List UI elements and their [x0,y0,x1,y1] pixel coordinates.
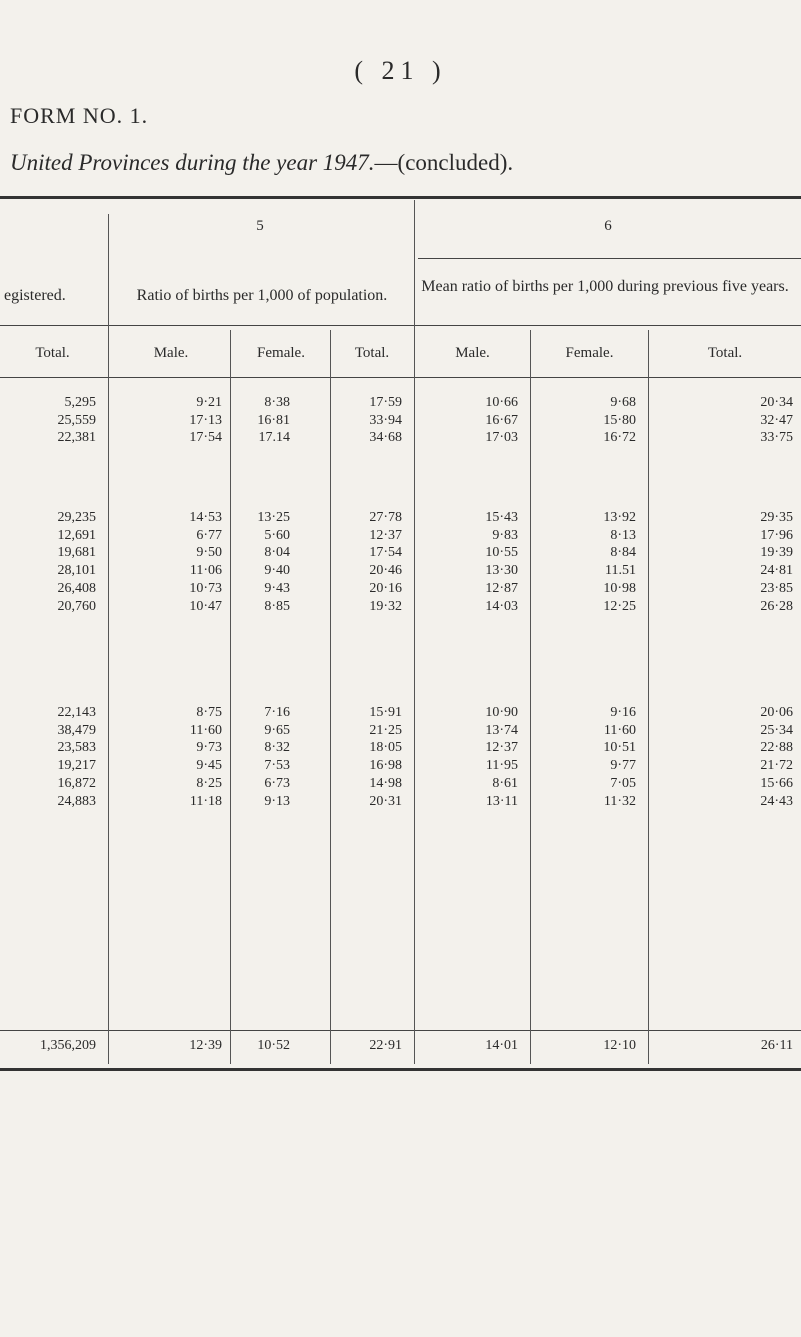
table-cell: 7·16 [264,705,290,720]
table-cell: 22,381 [57,430,96,446]
table-cell: 15·91 [369,705,402,720]
column-divider-1 [108,214,109,1064]
table-cell: 20·06 [760,705,793,720]
table-cell: 19,217 [57,758,96,774]
table-cell: 17.14 [258,430,290,446]
table-cell: 14·98 [369,775,402,791]
table-cell: 8·32 [264,740,290,756]
table-cell: 5,295 [64,395,96,410]
subhead-male: Male. [153,345,189,361]
registered-heading: egistered. [4,287,66,304]
table-cell: 12·37 [369,527,402,543]
table-cell: 12·25 [603,598,636,614]
table-cell: 29,235 [57,510,96,525]
table-cell: 6·77 [196,527,222,543]
table-cell: 9·16 [610,705,636,720]
table-cell: 9·65 [264,722,290,738]
table-cell: 20·31 [369,793,402,809]
table-cell: 10·73 [189,580,222,596]
table-cell: 11·60 [189,722,222,738]
column-number-6: 6 [604,218,612,234]
table-cell: 33·75 [760,430,793,446]
table-cell: 9·50 [196,545,222,561]
subhead-total-registered: Total. [35,345,70,361]
table-cell: 12,691 [57,527,96,543]
table-cell: 25·34 [760,722,793,738]
subhead-total: Total. [354,345,390,361]
table-cell: 9·73 [196,740,222,756]
table-cell: 23,583 [57,740,96,756]
table-cell: 23·85 [760,580,793,596]
table-cell: 21·72 [760,758,793,774]
column-divider-4 [414,200,415,1064]
table-cell: 10·47 [189,598,222,614]
table-cell: 9·43 [264,580,290,596]
table-cell: 16,872 [57,775,96,791]
table-cell: 21·25 [369,722,402,738]
table-cell: 26·11 [760,1038,793,1053]
table-cell: 25,559 [57,412,96,428]
table-cell: 11·95 [485,758,518,774]
table-cell: 16·98 [369,758,402,774]
column-divider-5 [530,330,531,1064]
table-cell: 16·72 [603,430,636,446]
table-cell: 13·11 [485,793,518,809]
table-cell: 9·77 [610,758,636,774]
table-cell: 18·05 [369,740,402,756]
table-cell: 26·28 [760,598,793,614]
form-label: FORM NO. 1. [10,103,149,128]
table-cell: 14·53 [189,510,222,525]
table-cell: 5·60 [264,527,290,543]
table-cell: 8·84 [610,545,636,561]
table-bottom-rule [0,1068,801,1071]
table-cell: 11·06 [189,563,222,579]
table-cell: 20·34 [760,395,793,410]
table-cell: 19·39 [760,545,793,561]
table-cell: 9·83 [492,527,518,543]
table-cell: 10·98 [603,580,636,596]
table-cell: 19,681 [57,545,96,561]
table-cell: 16·81 [257,412,290,428]
table-cell: 11·18 [189,793,222,809]
header-rule-3 [0,377,801,378]
table-cell: 10·66 [485,395,518,410]
table-cell: 6·73 [264,775,290,791]
column-number-5: 5 [256,218,264,234]
table-cell: 8·04 [264,545,290,561]
table-cell: 26,408 [57,580,96,596]
mean-ratio-heading: Mean ratio of births per 1,000 during previous five years. [421,278,789,295]
table-cell: 13·30 [485,563,518,579]
table-cell: 14·03 [485,598,518,614]
ratio-heading: Ratio of births per 1,000 of population. [136,287,388,304]
table-cell: 8·61 [492,775,518,791]
table-cell: 11.51 [605,563,636,579]
table-cell: 20·16 [369,580,402,596]
table-cell: 1,356,209 [40,1038,96,1053]
table-cell: 8·25 [196,775,222,791]
table-cell: 22·88 [760,740,793,756]
table-cell: 10·55 [485,545,518,561]
table-cell: 9·45 [196,758,222,774]
table-cell: 32·47 [760,412,793,428]
table-cell: 9·13 [264,793,290,809]
table-cell: 28,101 [57,563,96,579]
table-cell: 15·66 [760,775,793,791]
table-cell: 12·39 [189,1038,222,1053]
table-cell: 17·96 [760,527,793,543]
table-cell: 19·32 [369,598,402,614]
table-cell: 33·94 [369,412,402,428]
table-cell: 9·40 [264,563,290,579]
table-cell: 17·59 [369,395,402,410]
table-cell: 12·10 [603,1038,636,1053]
table-cell: 9·21 [196,395,222,410]
table-cell: 10·90 [485,705,518,720]
table-cell: 17·54 [369,545,402,561]
subtitle-italic: United Provinces during the year 1947. [10,150,375,175]
table-cell: 38,479 [57,722,96,738]
table-top-rule [0,196,801,199]
table-cell: 29·35 [760,510,793,525]
subhead-female: Female. [257,345,305,361]
table-cell: 13·92 [603,510,636,525]
table-cell: 15·80 [603,412,636,428]
table-cell: 8·85 [264,598,290,614]
table-cell: 12·87 [485,580,518,596]
table-cell: 15·43 [485,510,518,525]
table-cell: 8·38 [264,395,290,410]
table-cell: 24·81 [760,563,793,579]
table-cell: 24,883 [57,793,96,809]
column-divider-3 [330,330,331,1064]
page-number: ( 21 ) [354,56,447,85]
column-divider-6 [648,330,649,1064]
table-cell: 24·43 [760,793,793,809]
subtitle [10,150,513,176]
table-cell: 8·13 [610,527,636,543]
table-cell: 7·05 [610,775,636,791]
table-cell: 16·67 [485,412,518,428]
table-cell: 17·03 [485,430,518,446]
table-cell: 22·91 [369,1038,402,1053]
table-cell: 20·46 [369,563,402,579]
table-cell: 8·75 [196,705,222,720]
subtitle-rest: —(concluded). [374,150,514,175]
table-cell: 17·54 [189,430,222,446]
table-cell: 34·68 [369,430,402,446]
table-cell: 14·01 [485,1038,518,1053]
table-cell: 10·51 [603,740,636,756]
column-divider-2 [230,330,231,1064]
subhead-male-mean: Male. [455,345,490,361]
table-cell: 27·78 [369,510,402,525]
table-cell: 11·32 [603,793,636,809]
table-cell: 20,760 [57,598,96,614]
table-cell: 10·52 [257,1038,290,1053]
table-cell: 22,143 [57,705,96,720]
totals-rule [0,1030,801,1031]
table-cell: 12·37 [485,740,518,756]
table-cell: 11·60 [603,722,636,738]
header-rule-1 [418,258,801,259]
table-cell: 7·53 [264,758,290,774]
table-cell: 13·25 [257,510,290,525]
table-cell: 17·13 [189,412,222,428]
table-cell: 9·68 [610,395,636,410]
subhead-total-mean: Total. [707,345,743,361]
header-rule-2 [0,325,801,326]
subhead-female-mean: Female. [565,345,614,361]
table-cell: 13·74 [485,722,518,738]
